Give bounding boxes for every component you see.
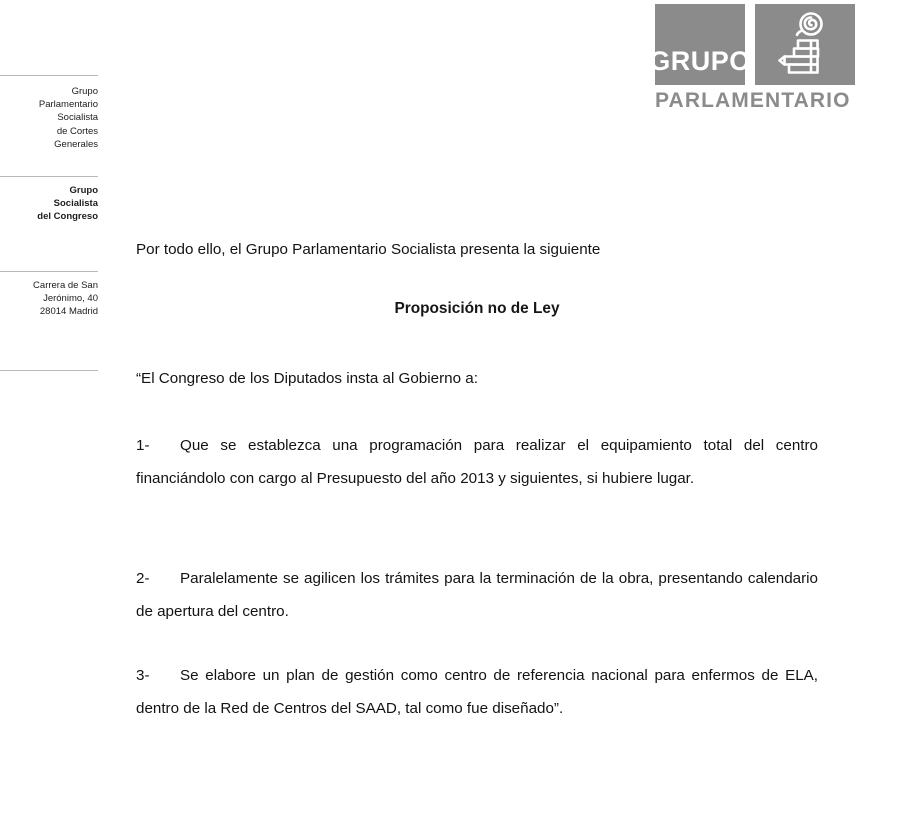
- logo-word-text: GRUPO: [649, 46, 751, 76]
- sidebar-divider-2: [0, 176, 98, 177]
- sidebar-group-name: [2, 184, 98, 224]
- logo-word-box: [649, 4, 751, 85]
- list-item-text: Se elabore un plan de gestión como centro de referencia nacional para enfermos de ELA, dentro de la Red de Centros del SAAD, tal como fue diseñado”.: [136, 667, 818, 717]
- sidebar-group-line: Grupo: [69, 185, 98, 196]
- sidebar-address-line: Carrera de San: [33, 280, 98, 291]
- sidebar-org-line: Parlamentario: [38, 99, 98, 111]
- list-item-number: 3-: [136, 667, 150, 684]
- sidebar-organization-name: [2, 85, 98, 151]
- list-item-number: 2-: [136, 570, 150, 587]
- list-item: [136, 429, 818, 495]
- sidebar-org-line: Grupo: [71, 86, 98, 97]
- list-item: [136, 562, 818, 628]
- logo-boxes: [649, 4, 855, 85]
- list-item-number: 1-: [136, 437, 150, 454]
- logo-emblem-box: [755, 4, 855, 85]
- sidebar-org-line: de Cortes: [56, 125, 98, 137]
- sidebar-address: [2, 279, 98, 319]
- fist-holding-rose-icon: [778, 12, 832, 78]
- sidebar-divider-4: [0, 370, 98, 371]
- quote-opening-line: “El Congreso de los Diputados insta al Gobierno a:: [136, 370, 478, 387]
- page-title: Proposición no de Ley: [394, 300, 560, 317]
- sidebar-group-line: Socialista: [53, 198, 98, 210]
- list-item-text: Que se establezca una programación para realizar el equipamiento total del centro financiándolo con cargo al Presupuesto del año 2013 y siguientes, si hubiere lugar.: [136, 437, 818, 487]
- logo-subtitle: PARLAMENTARIO: [655, 89, 851, 112]
- list-item: [136, 659, 818, 725]
- sidebar-org-line: Generales: [54, 138, 98, 150]
- sidebar-address-line: Jerónimo, 40: [43, 293, 98, 305]
- list-item-text: Paralelamente se agilicen los trámites para la terminación de la obra, presentando calendario de apertura del centro.: [136, 570, 818, 620]
- letterhead-logo: [649, 4, 855, 113]
- intro-paragraph: Por todo ello, el Grupo Parlamentario Socialista presenta la siguiente: [136, 241, 601, 258]
- sidebar-address-line: 28014 Madrid: [39, 306, 98, 318]
- sidebar-divider-3: [0, 271, 98, 272]
- sidebar-group-line: del Congreso: [37, 211, 98, 223]
- sidebar-org-line: Socialista: [57, 112, 98, 124]
- sidebar-divider-1: [0, 75, 98, 76]
